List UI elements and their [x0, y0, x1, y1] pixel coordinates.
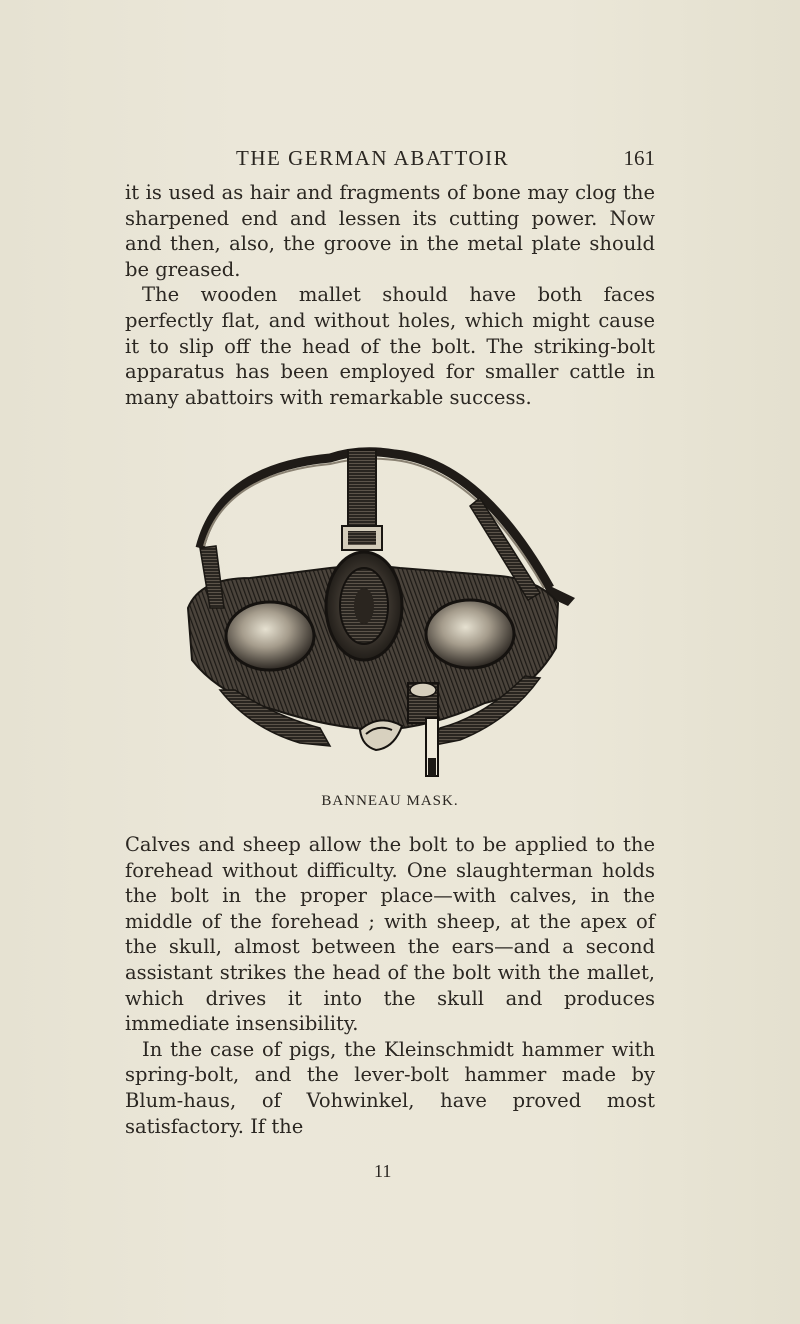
banneau-mask-illustration — [180, 428, 580, 778]
left-eye-cup — [226, 602, 314, 670]
mask-engraving — [180, 428, 580, 778]
text-block-bottom — [125, 832, 655, 1139]
page-number: 161 — [623, 146, 655, 170]
running-title: THE GERMAN ABATTOIR — [236, 146, 510, 170]
right-eye-cup — [426, 600, 514, 668]
signature-mark: 11 — [374, 1161, 392, 1181]
forehead-strap — [348, 450, 376, 528]
paragraph: it is used as hair and fragments of bone may clog the sharpened end and lessen its cutting power. Now and then, also, the groove in the metal plate should be greased. — [125, 181, 655, 281]
paragraph: In the case of pigs, the Kleinschmidt hammer with spring-bolt, and the lever-bolt hammer made by Blum-haus, of Vohwinkel, have proved most satisfactory. If the — [125, 1037, 655, 1138]
figure-caption: BANNEAU MASK. — [321, 793, 459, 809]
running-head — [125, 146, 655, 176]
paragraph: The wooden mallet should have both faces perfectly flat, and without holes, which might cause it to slip off the head of the bolt. The striking-bolt apparatus has been employed for smaller cattle in many abattoirs with remarkable success. — [125, 283, 655, 409]
paragraph: Calves and sheep allow the bolt to be applied to the forehead without difficulty. One slaughterman holds the bolt in the proper place—with calves, in the middle of the forehead ; with sheep, at the apex of the skull, almost between the ears—and a second assistant strikes the head of the bolt with the mallet, which drives it into the skull and produces immediate insensibility. — [125, 833, 655, 1036]
text-block-top — [125, 180, 655, 410]
